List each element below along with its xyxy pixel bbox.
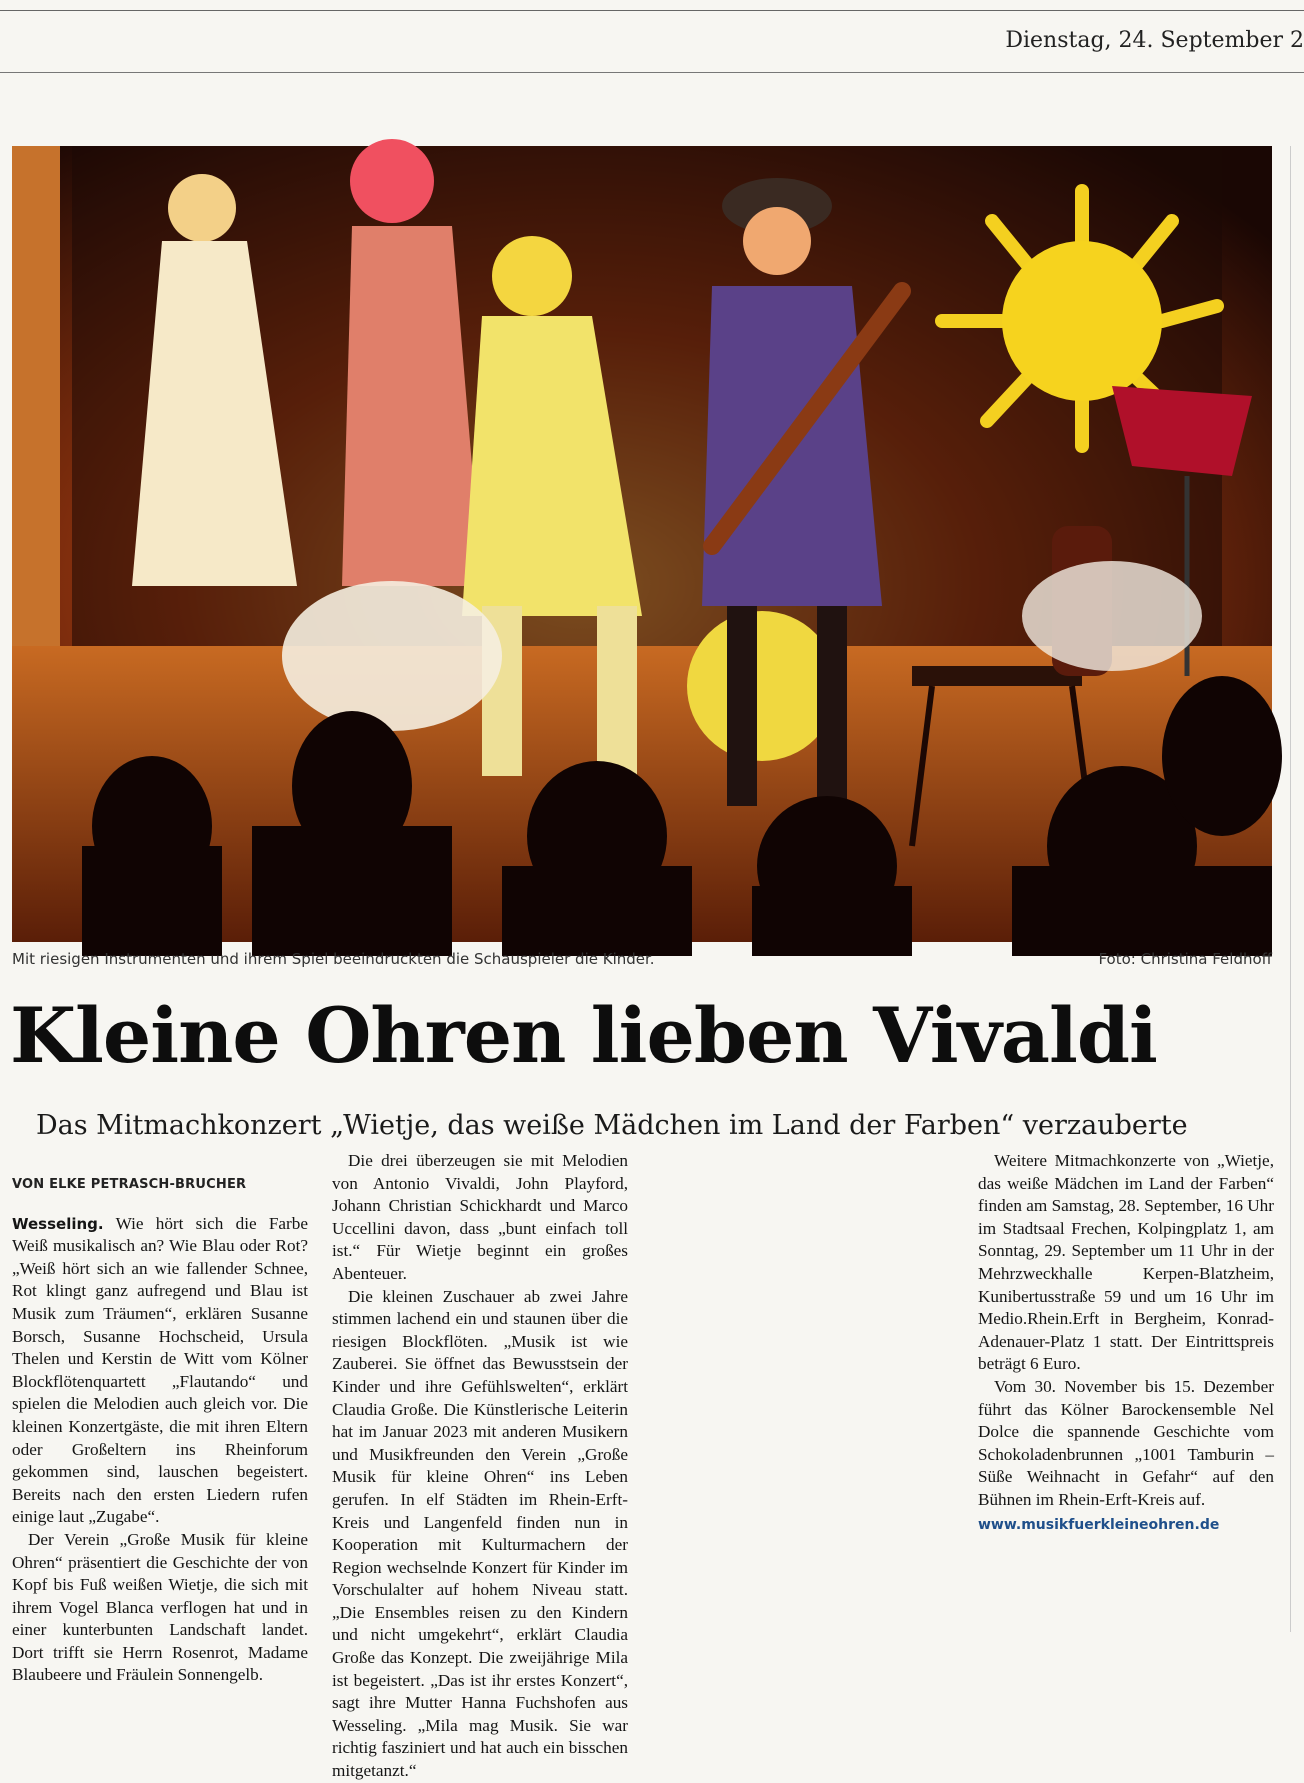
headline: Kleine Ohren lieben Vivaldi	[10, 991, 1157, 1080]
dateline: Wesseling.	[12, 1214, 104, 1233]
website-link[interactable]: www.musikfuerkleineohren.de	[978, 1516, 1220, 1533]
header-rule	[0, 72, 1304, 73]
stage-photo-illustration	[12, 146, 1272, 942]
subheadline: Das Mitmachkonzert „Wietje, das weiße Mädchen im Land der Farben“ verzauberte	[36, 1110, 1188, 1141]
paragraph-6: Vom 30. November bis 15. Dezember führt das Kölner Barockensemble Nel Dolce die spannende Geschichte vom Schokoladenbrunnen „1001 Tamburin – Süße Weihnacht in Gefahr“ auf den Bühnen im Rhein-Erft-Kreis auf.	[978, 1376, 1274, 1509]
photo-credit: Foto: Christina Feldhoff	[1098, 950, 1272, 968]
column-rule	[1290, 146, 1291, 1632]
article-column-4	[978, 1150, 1274, 1626]
article-column-1	[12, 1174, 308, 1685]
paragraph-4: Die kleinen Zuschauer ab zwei Jahre stimmen lachend ein und staunen über die riesigen Blockflöten. „Musik ist wie Zauberei. Sie öffnet das Bewusstsein der Kinder und ihre Gefühlswelten“, erklärt Claudia Große. Die Künstlerische Leiterin hat im Januar 2023 mit anderen Musikern und Musikfreunden den Verein „Große Musik für kleine Ohren“ ins Leben gerufen. In elf Städten im Rhein-Erft-Kreis und Langenfeld finden nun in Kooperation mit Kulturmachern der Region wechselnde Konzert für Kinder im Vorschulalter auf hohem Niveau statt. „Die Ensembles reisen zu den Kindern und nicht umgekehrt“, erklärt Claudia Große das Konzept. Die zweijährige Mila ist begeistert. „Das ist ihr erstes Konzert“, sagt ihre Mutter Hanna Fuchshofen aus Wesseling. „Mila mag Musik. Sie war richtig fasziniert und hat auch ein bisschen mitgetanzt.“	[332, 1286, 628, 1781]
paragraph-3: Die drei überzeugen sie mit Melodien von Antonio Vivaldi, John Playford, Johann Christian Schickhardt und Marco Uccellini davon, dass „bunt einfach toll ist.“ Für Wietje beginnt ein großes Abenteuer.	[332, 1151, 628, 1283]
paragraph-1	[12, 1213, 308, 1529]
paragraph-5: Weitere Mitmachkonzerte von „Wietje, das weiße Mädchen im Land der Farben“ finden am Samstag, 28. September, 16 Uhr im Stadtsaal Frechen, Kolpingplatz 1, am Sonntag, 29. September um 11 Uhr in der Mehrzweckhalle Kerpen-Blatzheim, Kunibertusstraße 59 und um 16 Uhr im Medio.Rhein.Erft in Bergheim, Konrad-Adenauer-Platz 1 statt. Der Eintrittspreis beträgt 6 Euro.	[978, 1151, 1274, 1374]
article-column-2	[332, 1150, 628, 1781]
photo-caption: Mit riesigen Instrumenten und ihrem Spiel beeindruckten die Schauspieler die Kinder.	[12, 950, 655, 968]
issue-date: Dienstag, 24. September 2	[1005, 28, 1304, 53]
byline: VON ELKE PETRASCH-BRUCHER	[12, 1177, 247, 1192]
paragraph-2: Der Verein „Große Musik für kleine Ohren“ präsentiert die Geschichte der von Kopf bis Fuß weißen Wietje, die sich mit ihrem Vogel Blanca verflogen hat und in einer kunterbunten Landschaft landet. Dort trifft sie Herrn Rosenrot, Madame Blaubeere und Fräulein Sonnengelb.	[12, 1529, 308, 1685]
paragraph-1-text: Wie hört sich die Farbe Weiß musikalisch an? Wie Blau oder Rot? „Weiß hört sich an wie fallender Schnee, Rot klingt ganz aufregend und Blau ist Musik zum Träumen“, erklären Susanne Borsch, Susanne Hochscheid, Ursula Thelen und Kerstin de Witt vom Kölner Blockflötenquartett „Flautando“ und spielen die Melodien auch gleich vor. Die kleinen Konzertgäste, die mit ihren Eltern oder Großeltern ins Rheinforum gekommen sind, lauschen begeistert. Bereits nach den ersten Liedern rufen einige laut „Zugabe“.	[12, 1213, 308, 1527]
stage-photo	[12, 146, 1272, 942]
top-rule	[0, 10, 1304, 11]
